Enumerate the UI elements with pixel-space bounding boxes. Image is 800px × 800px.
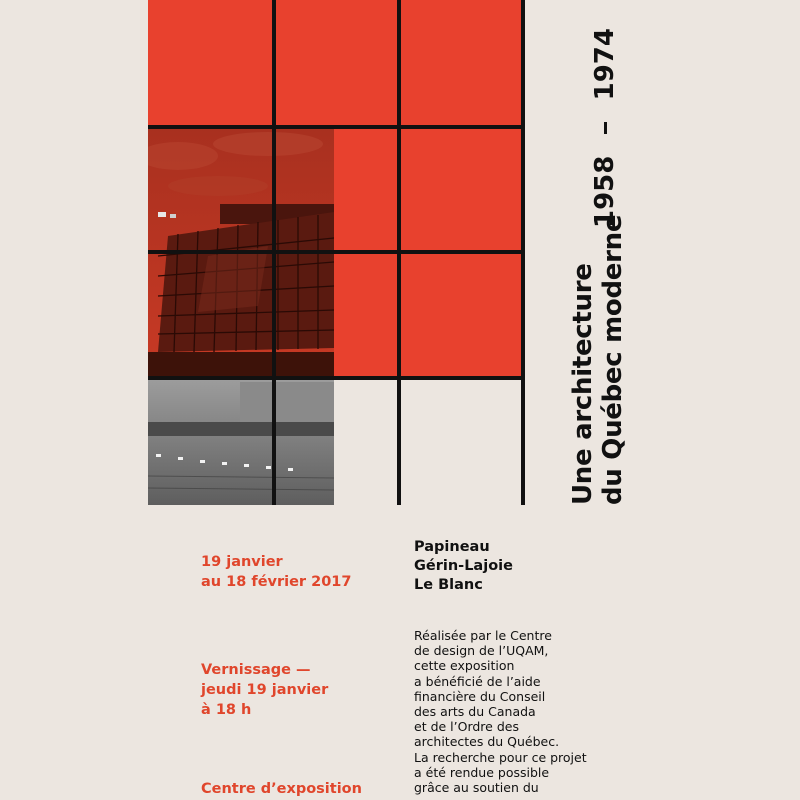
red-cell (274, 0, 398, 126)
vernissage-line-2: jeudi 19 janvier (201, 682, 329, 698)
red-cell (148, 0, 272, 126)
grid-artwork (148, 0, 525, 505)
architects-list (414, 538, 513, 595)
credits-line: La recherche pour ce projet (414, 749, 587, 765)
credits-line: cette exposition (414, 658, 515, 674)
credits-line: de design de l’UQAM, (414, 643, 549, 659)
vernissage-line-3: à 18 h (201, 702, 252, 718)
building-photo (148, 126, 334, 505)
credits-line: Réalisée par le Centre (414, 628, 552, 643)
red-cell (334, 252, 525, 378)
credits-line: des arts du Canada (414, 704, 536, 720)
year-range (590, 28, 620, 228)
red-cell (334, 126, 525, 252)
credits-line: financière du Conseil (414, 688, 546, 704)
title-line-2: du Québec moderne (598, 214, 628, 505)
grid-line (148, 125, 525, 129)
vernissage-line-1: Vernissage — (201, 662, 311, 678)
credits-line: architectes du Québec. (414, 734, 560, 750)
grid-line (148, 250, 525, 254)
building-photo-illustration (148, 126, 334, 505)
architect-name: Gérin-Lajoie (414, 558, 513, 574)
credits-line: et de l’Ordre des (414, 719, 519, 735)
architect-name: Papineau (414, 539, 490, 555)
year-end: 1974 (590, 28, 620, 101)
architect-name: Le Blanc (414, 577, 483, 593)
year-dash (604, 122, 607, 133)
year-start: 1958 (590, 155, 620, 228)
credits-line: a été rendue possible (414, 764, 550, 780)
dates-line-2: au 18 février 2017 (201, 574, 352, 590)
credits-line: grâce au soutien du (414, 780, 539, 796)
venue-info (201, 779, 362, 799)
dates-line-1: 19 janvier (201, 554, 283, 570)
grid-line (148, 376, 525, 380)
credits-line: a bénéficié de l’aide (414, 673, 541, 689)
title-line-1: Une architecture (568, 263, 598, 505)
credits-paragraph (414, 628, 604, 795)
venue-line-1: Centre d’exposition (201, 781, 362, 797)
exhibition-dates (201, 552, 352, 592)
vernissage-info (201, 660, 328, 720)
red-cell (400, 0, 525, 126)
